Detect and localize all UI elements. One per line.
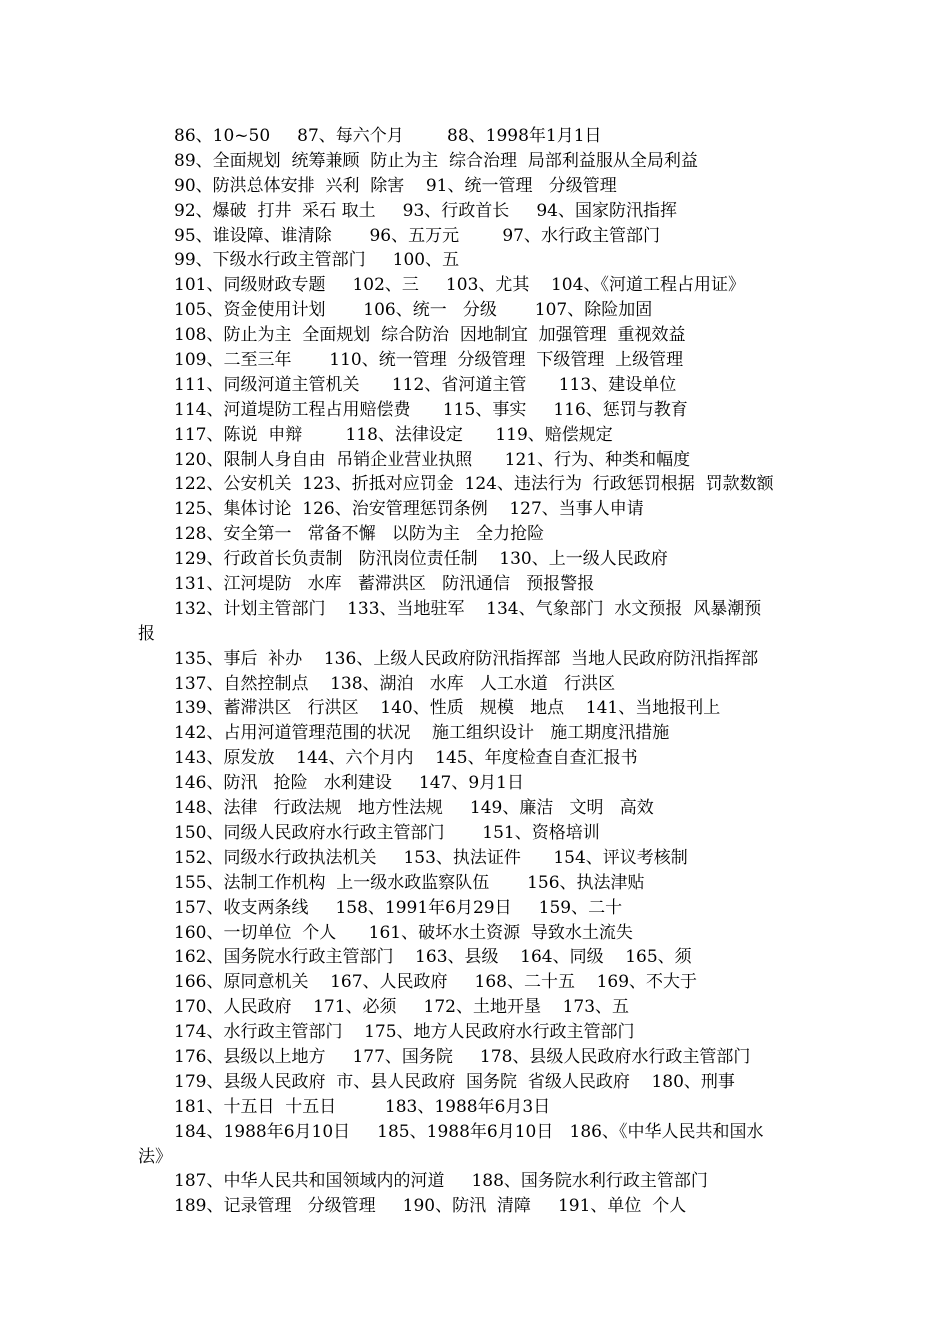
answer-line: 146、防汛 抢险 水利建设 147、9月1日 bbox=[174, 773, 524, 794]
answer-line: 89、全面规划 统筹兼顾 防止为主 综合治理 局部利益服从全局利益 bbox=[174, 150, 698, 171]
answer-line: 155、法制工作机构 上一级水政监察队伍 156、执法津贴 bbox=[174, 872, 645, 893]
answer-line: 132、计划主管部门 133、当地驻军 134、气象部门 水文预报 风暴潮预 bbox=[174, 598, 762, 619]
answer-line: 120、限制人身自由 吊销企业营业执照 121、行为、种类和幅度 bbox=[174, 449, 691, 470]
answer-line: 176、县级以上地方 177、国务院 178、县级人民政府水行政主管部门 bbox=[174, 1046, 751, 1067]
answer-line: 105、资金使用计划 106、统一 分级 107、除险加固 bbox=[174, 300, 653, 321]
answer-line: 179、县级人民政府 市、县人民政府 国务院 省级人民政府 180、刑事 bbox=[174, 1071, 735, 1092]
answer-line: 174、水行政主管部门 175、地方人民政府水行政主管部门 bbox=[174, 1022, 635, 1043]
answer-line: 170、人民政府 171、必须 172、土地开垦 173、五 bbox=[174, 997, 630, 1018]
answer-line: 128、安全第一 常备不懈 以防为主 全力抢险 bbox=[174, 524, 545, 545]
answer-line: 129、行政首长负责制 防汛岗位责任制 130、上一级人民政府 bbox=[174, 549, 668, 570]
answer-line: 109、二至三年 110、统一管理 分级管理 下级管理 上级管理 bbox=[174, 350, 684, 371]
answer-line: 181、十五日 十五日 183、1988年6月3日 bbox=[174, 1096, 551, 1117]
answer-line: 139、蓄滞洪区 行洪区 140、性质 规模 地点 141、当地报刊上 bbox=[174, 698, 721, 719]
answer-line: 114、河道堤防工程占用赔偿费 115、事实 116、惩罚与教育 bbox=[174, 399, 688, 420]
answer-line: 189、记录管理 分级管理 190、防汛 清障 191、单位 个人 bbox=[174, 1196, 687, 1217]
answer-line: 142、占用河道管理范围的状况 施工组织设计 施工期度汛措施 bbox=[174, 723, 670, 744]
document-body bbox=[138, 124, 863, 1219]
answer-line: 162、国务院水行政主管部门 163、县级 164、同级 165、须 bbox=[174, 947, 692, 968]
answer-line: 135、事后 补办 136、上级人民政府防汛指挥部 当地人民政府防汛指挥部 bbox=[174, 648, 759, 669]
answer-line: 131、江河堤防 水库 蓄滞洪区 防汛通信 预报警报 bbox=[174, 574, 595, 595]
answer-line: 111、同级河道主管机关 112、省河道主管 113、建设单位 bbox=[174, 374, 677, 395]
answer-line: 143、原发放 144、六个月内 145、年度检查自查汇报书 bbox=[174, 748, 638, 769]
answer-line: 137、自然控制点 138、湖泊 水库 人工水道 行洪区 bbox=[174, 673, 616, 694]
answer-line: 125、集体讨论 126、治安管理惩罚条例 127、当事人申请 bbox=[174, 499, 644, 520]
answer-line: 101、同级财政专题 102、三 103、尤其 104、《河道工程占用证》 bbox=[174, 275, 745, 296]
answer-line: 92、爆破 打井 采石 取土 93、行政首长 94、国家防汛指挥 bbox=[174, 200, 677, 221]
answer-line: 160、一切单位 个人 161、破坏水土资源 导致水土流失 bbox=[174, 922, 633, 943]
answer-line: 报 bbox=[138, 623, 155, 644]
answer-line: 86、10~50 87、每六个月 88、1998年1月1日 bbox=[174, 126, 602, 146]
answer-line: 148、法律 行政法规 地方性法规 149、廉洁 文明 高效 bbox=[174, 798, 654, 819]
answer-line: 152、同级水行政执法机关 153、执法证件 154、评议考核制 bbox=[174, 847, 688, 868]
answer-line: 150、同级人民政府水行政主管部门 151、资格培训 bbox=[174, 822, 600, 843]
answer-line: 117、陈说 申辩 118、法律设定 119、赔偿规定 bbox=[174, 424, 613, 445]
answer-line: 90、防洪总体安排 兴利 除害 91、统一管理 分级管理 bbox=[174, 175, 617, 196]
answer-line: 157、收支两条线 158、1991年6月29日 159、二十 bbox=[174, 897, 623, 918]
answer-line: 95、谁设障、谁清除 96、五万元 97、水行政主管部门 bbox=[174, 225, 660, 246]
answer-line: 122、公安机关 123、折抵对应罚金 124、违法行为 行政惩罚根据 罚款数额 bbox=[174, 474, 774, 495]
answer-line: 99、下级水行政主管部门 100、五 bbox=[174, 250, 460, 271]
answer-line: 166、原同意机关 167、人民政府 168、二十五 169、不大于 bbox=[174, 972, 698, 993]
answer-line: 187、中华人民共和国领域内的河道 188、国务院水利行政主管部门 bbox=[174, 1171, 708, 1192]
answer-line: 108、防止为主 全面规划 综合防治 因地制宜 加强管理 重视效益 bbox=[174, 325, 686, 346]
answer-line: 法》 bbox=[138, 1146, 172, 1167]
answer-line: 184、1988年6月10日 185、1988年6月10日 186、《中华人民共和国水 bbox=[174, 1121, 764, 1142]
